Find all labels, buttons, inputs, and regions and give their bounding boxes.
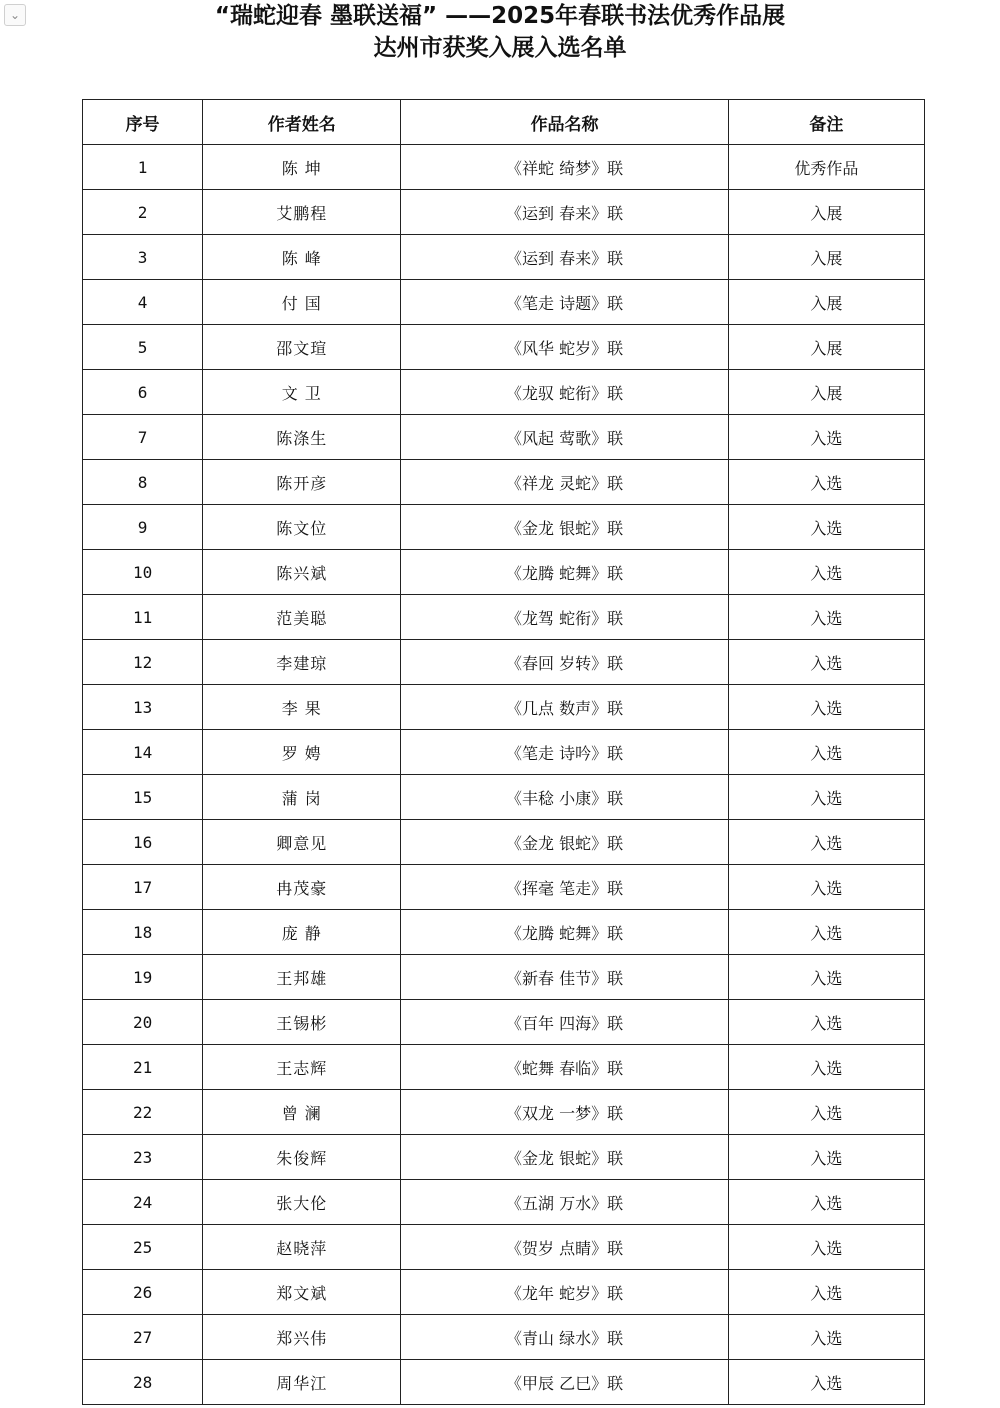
cell-author-name: 冉茂豪 — [203, 865, 401, 910]
cell-work-title: 《五湖 万水》联 — [401, 1180, 728, 1225]
cell-number: 28 — [83, 1360, 203, 1405]
cell-number: 20 — [83, 1000, 203, 1045]
award-list-table — [82, 99, 925, 1405]
cell-work-title: 《青山 绿水》联 — [401, 1315, 728, 1360]
cell-note: 入选 — [728, 460, 924, 505]
cell-number: 8 — [83, 460, 203, 505]
cell-number: 10 — [83, 550, 203, 595]
cell-work-title: 《风起 莺歌》联 — [401, 415, 728, 460]
cell-number: 5 — [83, 325, 203, 370]
cell-author-name: 罗 娉 — [203, 730, 401, 775]
cell-work-title: 《龙年 蛇岁》联 — [401, 1270, 728, 1315]
cell-author-name: 郑兴伟 — [203, 1315, 401, 1360]
cell-note: 入选 — [728, 955, 924, 1000]
cell-author-name: 李 果 — [203, 685, 401, 730]
cell-number: 4 — [83, 280, 203, 325]
column-header-author: 作者姓名 — [203, 100, 401, 145]
cell-author-name: 曾 澜 — [203, 1090, 401, 1135]
cell-number: 26 — [83, 1270, 203, 1315]
cell-note: 入选 — [728, 1045, 924, 1090]
table-row — [83, 955, 925, 1000]
table-row — [83, 910, 925, 955]
cell-note: 入展 — [728, 370, 924, 415]
cell-note: 入选 — [728, 1225, 924, 1270]
page-subtitle: 达州市获奖入展入选名单 — [373, 35, 627, 61]
cell-number: 1 — [83, 145, 203, 190]
cell-number: 6 — [83, 370, 203, 415]
cell-number: 27 — [83, 1315, 203, 1360]
table-row — [83, 505, 925, 550]
column-header-note: 备注 — [728, 100, 924, 145]
table-row — [83, 1135, 925, 1180]
cell-work-title: 《金龙 银蛇》联 — [401, 505, 728, 550]
table-row — [83, 370, 925, 415]
cell-author-name: 陈开彦 — [203, 460, 401, 505]
table-row — [83, 820, 925, 865]
table-row — [83, 1045, 925, 1090]
cell-number: 13 — [83, 685, 203, 730]
table-row — [83, 325, 925, 370]
cell-number: 21 — [83, 1045, 203, 1090]
table-row — [83, 1270, 925, 1315]
cell-work-title: 《运到 春来》联 — [401, 235, 728, 280]
cell-work-title: 《运到 春来》联 — [401, 190, 728, 235]
chevron-down-icon: ⌄ — [9, 8, 21, 22]
cell-note: 入选 — [728, 910, 924, 955]
cell-number: 23 — [83, 1135, 203, 1180]
table-row — [83, 1360, 925, 1405]
cell-work-title: 《龙腾 蛇舞》联 — [401, 550, 728, 595]
cell-work-title: 《双龙 一梦》联 — [401, 1090, 728, 1135]
cell-work-title: 《挥毫 笔走》联 — [401, 865, 728, 910]
cell-number: 7 — [83, 415, 203, 460]
cell-note: 入选 — [728, 730, 924, 775]
cell-work-title: 《风华 蛇岁》联 — [401, 325, 728, 370]
cell-note: 入选 — [728, 1315, 924, 1360]
column-header-number: 序号 — [83, 100, 203, 145]
cell-author-name: 陈 坤 — [203, 145, 401, 190]
cell-number: 2 — [83, 190, 203, 235]
table-row — [83, 1000, 925, 1045]
page-title: “瑞蛇迎春 墨联送福” ——2025年春联书法优秀作品展 — [214, 3, 786, 29]
cell-author-name: 李建琼 — [203, 640, 401, 685]
table-row — [83, 415, 925, 460]
cell-note: 入展 — [728, 325, 924, 370]
cell-note: 入选 — [728, 1090, 924, 1135]
cell-note: 入选 — [728, 595, 924, 640]
cell-author-name: 张大伦 — [203, 1180, 401, 1225]
table-row — [83, 145, 925, 190]
cell-author-name: 陈兴斌 — [203, 550, 401, 595]
cell-number: 22 — [83, 1090, 203, 1135]
cell-note: 入选 — [728, 505, 924, 550]
cell-number: 17 — [83, 865, 203, 910]
cell-author-name: 邵文瑄 — [203, 325, 401, 370]
cell-number: 19 — [83, 955, 203, 1000]
cell-work-title: 《新春 佳节》联 — [401, 955, 728, 1000]
table-row — [83, 685, 925, 730]
cell-work-title: 《几点 数声》联 — [401, 685, 728, 730]
cell-work-title: 《金龙 银蛇》联 — [401, 1135, 728, 1180]
cell-work-title: 《蛇舞 春临》联 — [401, 1045, 728, 1090]
table-header-row — [83, 100, 925, 145]
cell-note: 入选 — [728, 640, 924, 685]
cell-work-title: 《龙驾 蛇衔》联 — [401, 595, 728, 640]
cell-work-title: 《龙驭 蛇衔》联 — [401, 370, 728, 415]
table-row — [83, 1315, 925, 1360]
cell-work-title: 《春回 岁转》联 — [401, 640, 728, 685]
cell-number: 18 — [83, 910, 203, 955]
table-row — [83, 1090, 925, 1135]
cell-work-title: 《龙腾 蛇舞》联 — [401, 910, 728, 955]
table-row — [83, 460, 925, 505]
cell-author-name: 周华江 — [203, 1360, 401, 1405]
table-row — [83, 865, 925, 910]
cell-author-name: 王锡彬 — [203, 1000, 401, 1045]
cell-work-title: 《笔走 诗吟》联 — [401, 730, 728, 775]
column-header-work: 作品名称 — [401, 100, 728, 145]
cell-author-name: 陈文位 — [203, 505, 401, 550]
table-row — [83, 595, 925, 640]
cell-work-title: 《贺岁 点睛》联 — [401, 1225, 728, 1270]
cell-number: 24 — [83, 1180, 203, 1225]
table-body — [83, 145, 925, 1405]
cell-note: 入选 — [728, 865, 924, 910]
table-row — [83, 640, 925, 685]
cell-note: 入选 — [728, 1135, 924, 1180]
cell-number: 11 — [83, 595, 203, 640]
table-row — [83, 730, 925, 775]
cell-number: 14 — [83, 730, 203, 775]
cell-note: 入选 — [728, 415, 924, 460]
table-row — [83, 280, 925, 325]
cell-author-name: 赵晓萍 — [203, 1225, 401, 1270]
cell-note: 入展 — [728, 235, 924, 280]
cell-note: 入展 — [728, 190, 924, 235]
cell-work-title: 《百年 四海》联 — [401, 1000, 728, 1045]
cell-work-title: 《丰稔 小康》联 — [401, 775, 728, 820]
cell-note: 入选 — [728, 685, 924, 730]
cell-note: 入展 — [728, 280, 924, 325]
cell-author-name: 艾鹏程 — [203, 190, 401, 235]
cell-author-name: 陈涤生 — [203, 415, 401, 460]
cell-number: 25 — [83, 1225, 203, 1270]
cell-work-title: 《金龙 银蛇》联 — [401, 820, 728, 865]
cell-work-title: 《祥蛇 绮梦》联 — [401, 145, 728, 190]
table-row — [83, 1180, 925, 1225]
cell-note: 入选 — [728, 550, 924, 595]
table-row — [83, 550, 925, 595]
cell-author-name: 蒲 岗 — [203, 775, 401, 820]
cell-note: 优秀作品 — [728, 145, 924, 190]
table-row — [83, 190, 925, 235]
cell-number: 12 — [83, 640, 203, 685]
cell-author-name: 王邦雄 — [203, 955, 401, 1000]
cell-note: 入选 — [728, 820, 924, 865]
table-row — [83, 1225, 925, 1270]
cell-note: 入选 — [728, 1180, 924, 1225]
cell-work-title: 《甲辰 乙巳》联 — [401, 1360, 728, 1405]
cell-number: 9 — [83, 505, 203, 550]
table-row — [83, 235, 925, 280]
document-header — [0, 0, 1000, 64]
cell-author-name: 付 国 — [203, 280, 401, 325]
cell-author-name: 文 卫 — [203, 370, 401, 415]
cell-author-name: 庞 静 — [203, 910, 401, 955]
cell-number: 15 — [83, 775, 203, 820]
cell-number: 16 — [83, 820, 203, 865]
cell-number: 3 — [83, 235, 203, 280]
cell-author-name: 陈 峰 — [203, 235, 401, 280]
cell-author-name: 范美聪 — [203, 595, 401, 640]
cell-note: 入选 — [728, 1270, 924, 1315]
cell-author-name: 王志辉 — [203, 1045, 401, 1090]
cell-note: 入选 — [728, 775, 924, 820]
cell-work-title: 《笔走 诗题》联 — [401, 280, 728, 325]
cell-note: 入选 — [728, 1000, 924, 1045]
cell-author-name: 卿意见 — [203, 820, 401, 865]
cell-author-name: 朱俊辉 — [203, 1135, 401, 1180]
cell-work-title: 《祥龙 灵蛇》联 — [401, 460, 728, 505]
cell-note: 入选 — [728, 1360, 924, 1405]
table-row — [83, 775, 925, 820]
cell-author-name: 郑文斌 — [203, 1270, 401, 1315]
